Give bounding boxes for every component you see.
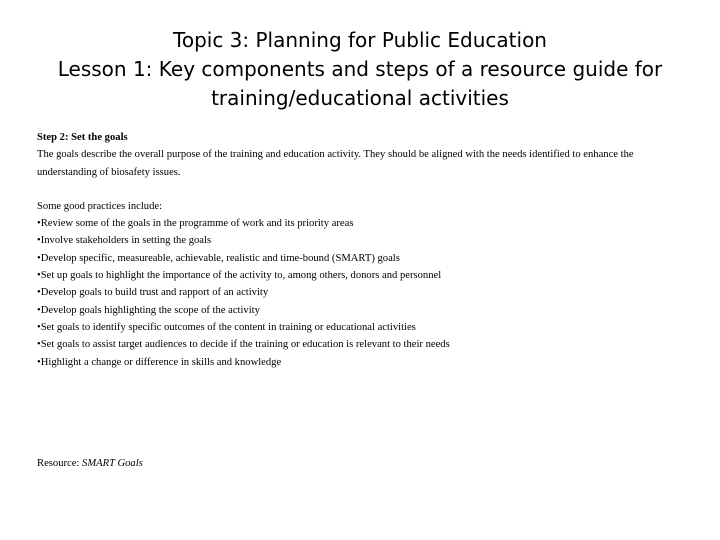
resource-link[interactable]: SMART Goals — [82, 458, 143, 469]
resource-line — [37, 455, 143, 472]
step-heading: Step 2: Set the goals — [37, 132, 128, 143]
slide-title — [40, 26, 680, 113]
list-item — [37, 250, 677, 267]
list-item-text: Set goals to identify specific outcomes of the content in training or educational activities — [40, 321, 416, 333]
list-item-text: Develop specific, measureable, achievable, realistic and time-bound (SMART) goals — [40, 252, 400, 264]
list-item — [37, 284, 677, 301]
list-item — [37, 336, 677, 353]
list-item-text: Review some of the goals in the programme of work and its priority areas — [40, 218, 354, 230]
bullet: • — [37, 304, 41, 316]
bullet: • — [37, 235, 41, 247]
step-description: The goals describe the overall purpose of the training and education activity. They should be aligned with the needs identified to enhance the understanding of biosafety issues. — [37, 149, 634, 178]
list-item — [37, 215, 677, 232]
bullet: • — [37, 339, 41, 351]
list-item — [37, 319, 677, 336]
slide-body — [37, 129, 677, 371]
list-item-text: Develop goals to build trust and rapport of an activity — [40, 287, 269, 299]
list-item — [37, 302, 677, 319]
bullet: • — [37, 321, 41, 333]
list-item — [37, 267, 677, 284]
resource-label: Resource: — [37, 458, 80, 469]
bullet: • — [37, 252, 41, 264]
title-line-lesson: Lesson 1: Key components and steps of a resource guide for — [57, 57, 663, 81]
bullet: • — [37, 356, 41, 368]
list-item-text: Develop goals highlighting the scope of the activity — [40, 304, 260, 316]
list-item-text: Set goals to assist target audiences to decide if the training or education is relevant to their needs — [40, 339, 450, 351]
list-item-text: Set up goals to highlight the importance of the activity to, among others, donors and personnel — [40, 270, 442, 282]
title-line-lesson-cont: training/educational activities — [211, 86, 509, 110]
bullet: • — [37, 287, 41, 299]
paragraph-spacer — [37, 181, 677, 198]
practices-list — [37, 215, 677, 371]
bullet: • — [37, 218, 41, 230]
list-item — [37, 232, 677, 249]
title-line-topic: Topic 3: Planning for Public Education — [173, 28, 547, 52]
list-item-text: Highlight a change or difference in skills and knowledge — [40, 356, 282, 368]
practices-intro: Some good practices include: — [37, 200, 163, 212]
list-item — [37, 354, 677, 371]
bullet: • — [37, 270, 41, 282]
list-item-text: Involve stakeholders in setting the goals — [40, 235, 212, 247]
